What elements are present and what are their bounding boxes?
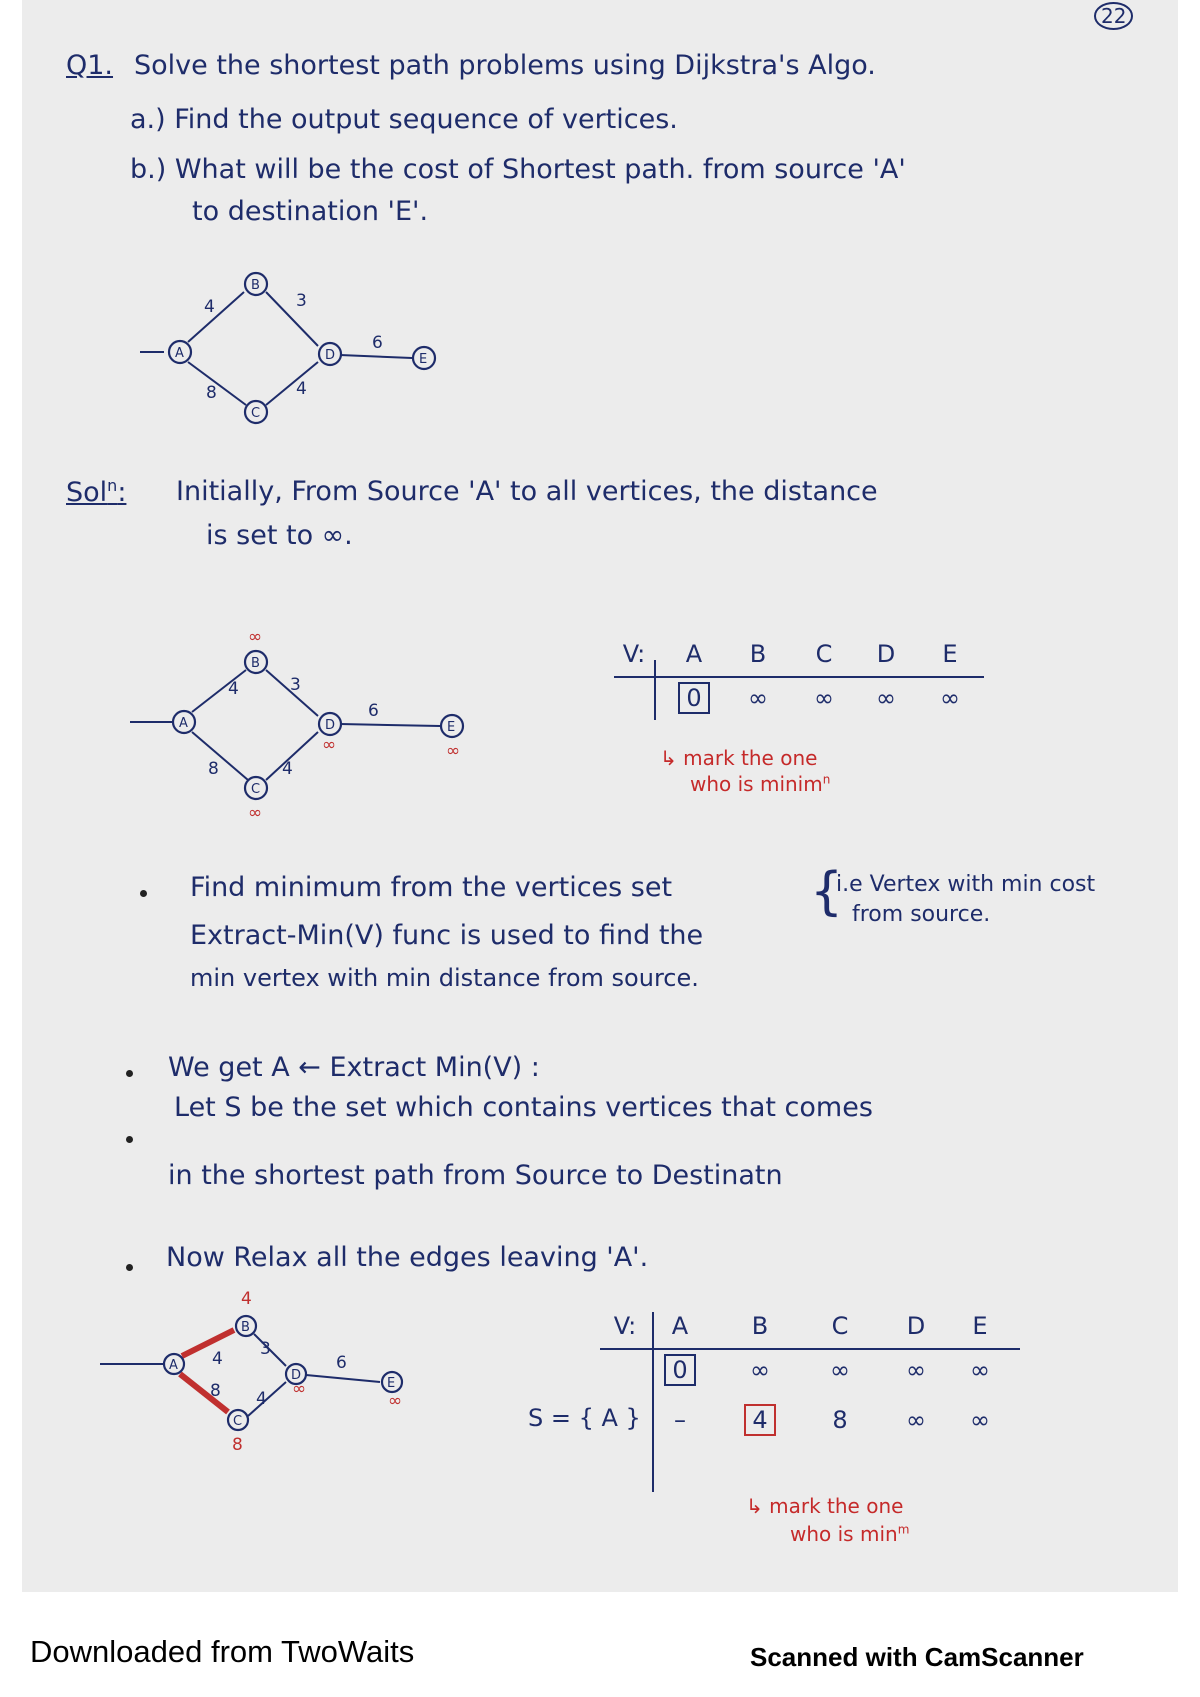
table-col-d: D [876, 640, 896, 668]
weight-a-b: 4 [228, 679, 239, 699]
question-part-a: a.) Find the output sequence of vertices. [130, 104, 678, 135]
question-title: Solve the shortest path problems using Dijkstra's Algo. [134, 50, 876, 81]
table-col-d: D [906, 1312, 926, 1340]
bullet1-brace-line1: i.e Vertex with min cost [836, 872, 1096, 897]
node-b-label: B [241, 1320, 250, 1335]
weight-a-c: 8 [210, 1381, 221, 1401]
question-part-b-line1: b.) What will be the cost of Shortest path. from source 'A' [130, 154, 906, 185]
footer-download-source: Downloaded from TwoWaits [30, 1634, 415, 1669]
node-d-label: D [291, 1368, 302, 1383]
bullet2: We get A ← Extract Min(V) : [168, 1052, 540, 1083]
weight-d-e: 6 [368, 701, 379, 721]
node-b-label: B [251, 278, 260, 293]
weight-a-b: 4 [212, 1349, 223, 1369]
edge-a-b-relaxed [182, 1330, 234, 1356]
table-r2-c: 8 [832, 1406, 848, 1434]
weight-c-d: 4 [282, 759, 293, 779]
table-col-b: B [749, 640, 767, 668]
edge-d-e [306, 1375, 380, 1382]
table-r2-d: ∞ [906, 1406, 926, 1434]
node-a-label: A [169, 1358, 178, 1373]
table-row-rule [654, 660, 656, 720]
bullet-dot [140, 890, 147, 897]
dist-c: 8 [232, 1435, 243, 1455]
bullet1-brace-line2: from source. [852, 902, 991, 927]
question-part-b-line2: to destination 'E'. [192, 196, 429, 227]
weight-b-d: 3 [290, 675, 301, 695]
table-col-a: A [685, 640, 703, 668]
dist-d: ∞ [322, 735, 337, 755]
table-cell-c: ∞ [814, 684, 834, 712]
table-col-c: C [815, 640, 833, 668]
node-c-label: C [233, 1414, 243, 1429]
solution-label: Sol$^n$: [66, 476, 127, 508]
edge-d-e [340, 355, 412, 358]
table-col-e: E [942, 640, 958, 668]
edge-c-d [248, 1382, 286, 1416]
question-label: Q1. [66, 50, 114, 81]
node-c-label: C [251, 782, 261, 797]
table-row-rule [652, 1312, 654, 1492]
node-e-label: E [447, 720, 456, 735]
weight-a-c: 8 [208, 759, 219, 779]
weight-d-e: 6 [372, 333, 383, 353]
table-r2-b: 4 [740, 1406, 780, 1434]
bullet-dot [126, 1264, 133, 1271]
table1-note-line1: ↳ mark the one [660, 746, 818, 770]
table-cell-b: ∞ [748, 684, 768, 712]
table-r1-b: ∞ [750, 1356, 770, 1384]
node-a-label: A [179, 716, 188, 731]
dist-b: 4 [241, 1289, 252, 1309]
solution-intro-line2: is set to ∞. [206, 520, 353, 551]
edge-a-b [188, 292, 244, 342]
set-label: S = { A } [528, 1404, 641, 1432]
node-b-label: B [251, 656, 260, 671]
bullet3-line1: Let S be the set which contains vertices that comes [174, 1092, 873, 1123]
graph-relaxed [100, 1289, 420, 1460]
distance-table-step1-row2 [600, 1406, 1030, 1446]
node-c-label: C [251, 406, 261, 421]
edge-a-c [188, 362, 246, 405]
edge-d-e [340, 724, 440, 726]
table-r1-d: ∞ [906, 1356, 926, 1384]
node-e-label: E [387, 1376, 396, 1391]
distance-table-initial [614, 640, 994, 720]
table2-note-line2: who is $\min^m$ [790, 1522, 910, 1546]
table-r1-e: ∞ [970, 1356, 990, 1384]
table-col-a: A [671, 1312, 689, 1340]
table-r1-a: 0 [660, 1356, 700, 1384]
table-header-label: V: [622, 640, 646, 668]
table2-note-line1: ↳ mark the one [746, 1494, 904, 1518]
table-header-rule [614, 676, 984, 678]
graph-initial [130, 627, 480, 823]
bullet-dot [126, 1136, 133, 1143]
weight-a-c: 8 [206, 383, 217, 403]
node-e-label: E [419, 352, 428, 367]
edge-b-d [266, 292, 318, 346]
distance-table-step1 [600, 1312, 1030, 1492]
dist-d: ∞ [292, 1379, 307, 1399]
table-col-e: E [972, 1312, 988, 1340]
dist-b: ∞ [248, 627, 263, 647]
table-r2-e: ∞ [970, 1406, 990, 1434]
bullet1-line1: Find minimum from the vertices set [190, 872, 673, 903]
table1-note-line2: who is minim$^n$ [690, 772, 831, 796]
dist-e: ∞ [446, 741, 461, 761]
table-header-label: V: [613, 1312, 637, 1340]
weight-c-d: 4 [296, 379, 307, 399]
footer-scanner-watermark: Scanned with CamScanner [750, 1642, 1084, 1672]
bullet4: Now Relax all the edges leaving 'A'. [166, 1242, 649, 1273]
dist-c: ∞ [248, 803, 263, 823]
table-col-b: B [751, 1312, 769, 1340]
node-a-label: A [175, 346, 184, 361]
table-r2-a: – [674, 1406, 686, 1434]
edge-a-c [192, 732, 248, 780]
brace: { [810, 862, 844, 922]
weight-c-d: 4 [256, 1389, 267, 1409]
table-cell-a: 0 [674, 684, 714, 712]
bullet1-line3: min vertex with min distance from source. [190, 964, 699, 992]
weight-d-e: 6 [336, 1353, 347, 1373]
solution-intro-line1: Initially, From Source 'A' to all vertices, the distance [176, 476, 878, 507]
weight-b-d: 3 [296, 291, 307, 311]
bullet-dot [126, 1070, 133, 1077]
dist-e: ∞ [388, 1391, 403, 1411]
table-cell-d: ∞ [876, 684, 896, 712]
bullet3-line2: in the shortest path from Source to Destinatn [168, 1160, 783, 1191]
node-d-label: D [325, 718, 336, 733]
node-d-label: D [325, 348, 336, 363]
edge-c-d [266, 362, 318, 405]
page-number: 22 [1094, 2, 1133, 30]
weight-b-d: 3 [260, 1339, 271, 1359]
table-cell-e: ∞ [940, 684, 960, 712]
weight-a-b: 4 [204, 297, 215, 317]
table-r1-c: ∞ [830, 1356, 850, 1384]
bullet1-line2: Extract-Min(V) func is used to find the [190, 920, 704, 951]
graph-question [140, 270, 460, 440]
table-header-rule [600, 1348, 1020, 1350]
table-col-c: C [831, 1312, 849, 1340]
